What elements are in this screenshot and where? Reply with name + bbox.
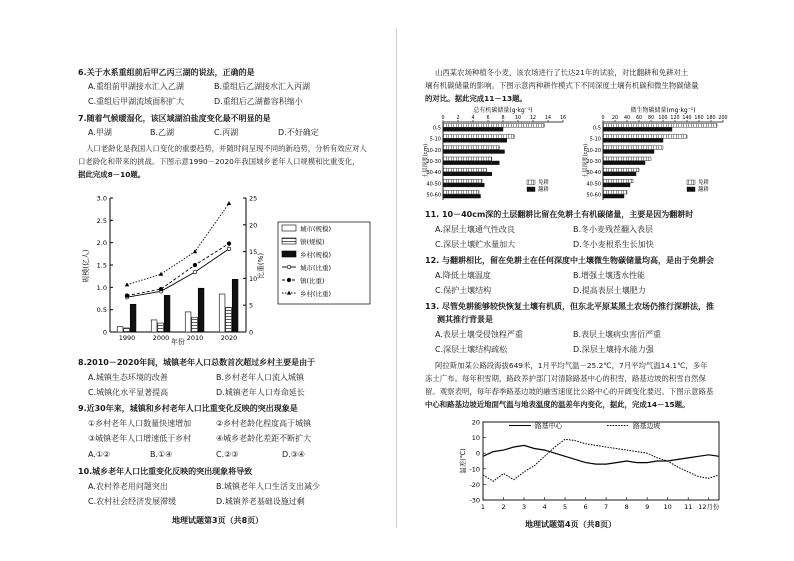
right-intro2-line-1: 阿拉斯加某公路段海拔649米，1月平均气温－25.2℃，7月平均气温14.1℃，多年 xyxy=(435,361,708,370)
bar-免耕 xyxy=(443,124,544,128)
q6-option-a[interactable]: A.重组前甲湖接水汇入乙湖 xyxy=(88,82,184,91)
q13-stem-cont: 测其推行背景是 xyxy=(437,315,493,324)
right-intro2-line-2: 冻土广布。每年积雪期，路政养护部门对清除路基中心的积雪，路基边坡的积雪自然保 xyxy=(425,374,706,383)
q9-stem: 9.近30年来，城镇和乡村老年人口比重变化反映的突出现象是 xyxy=(78,404,298,413)
chart-title: 总有机碳储量(g·kg⁻¹) xyxy=(473,107,533,114)
x-tick-label: 9 xyxy=(645,503,650,511)
q13-option-d[interactable]: D.深层土壤持水能力强 xyxy=(573,345,654,354)
bar-翻耕 xyxy=(443,161,499,165)
bar-免耕 xyxy=(603,157,651,161)
page-footer-left: 地理试题第3页（共8页） xyxy=(172,516,264,525)
point-乡村(比重) xyxy=(159,272,163,276)
y-tick-label: 20-30 xyxy=(586,159,601,165)
bar-乡村(规模) xyxy=(164,295,170,332)
legend-label: 城市(比重) xyxy=(300,264,332,272)
q10-option-b[interactable]: B.城镇老年人口生活支出减少 xyxy=(216,482,321,491)
y-axis-label: 土层深度(cm) xyxy=(423,143,429,179)
x-tick-label: 3 xyxy=(521,503,527,511)
intro-line-1: 人口老龄化是我国人口变化的重要趋势，并随时间呈现不同的新趋势，分析有效应对人 xyxy=(86,144,367,153)
q10-stem: 10.城乡老年人口比重变化反映的突出现象将导致 xyxy=(78,467,253,476)
y-tick-label: 50-60 xyxy=(586,192,601,199)
q7-stem: 7.随着气候暖湿化，该区域湖泊盐度变化最不明显的是 xyxy=(78,114,271,123)
point-镇(比重) xyxy=(125,294,129,298)
legend-label: 城市(规模) xyxy=(300,225,332,233)
legend-swatch xyxy=(282,225,296,231)
bar-镇(规模) xyxy=(158,323,164,332)
y-tick-label: 0 xyxy=(475,449,480,458)
x-tick-label: 1990 xyxy=(118,334,136,342)
x-tick-label: 4 xyxy=(542,503,547,511)
x-tick-label: 160 xyxy=(694,116,704,121)
q10-option-c[interactable]: C.农村社会经济发展滞缓 xyxy=(88,497,177,506)
line-路基中心 xyxy=(483,445,719,464)
q13-option-c[interactable]: C.深层土壤结构疏松 xyxy=(435,345,508,354)
q8-option-c[interactable]: C.城镇化水平显著提高 xyxy=(88,388,169,397)
total-organic-carbon-chart xyxy=(421,106,571,204)
bar-免耕 xyxy=(603,146,663,150)
y2-tick-label: 25 xyxy=(249,194,258,203)
bar-免耕 xyxy=(443,146,499,150)
legend-label: 镇(规模) xyxy=(300,238,325,246)
x-tick-label: 140 xyxy=(682,116,692,121)
q11-option-c[interactable]: C.深层土壤贮水量加大 xyxy=(435,240,516,249)
y-tick-label: 0.5 xyxy=(96,306,107,315)
temperature-difference-chart xyxy=(457,414,727,514)
line-城市(比重) xyxy=(127,249,229,297)
x-tick-label: 80 xyxy=(647,116,655,121)
bar-翻耕 xyxy=(603,128,672,132)
q6-stem: 6.关于水系重组前后甲乙丙三湖的说法，正确的是 xyxy=(78,68,255,77)
x-tick-label: 100 xyxy=(658,116,668,121)
y-tick-label: 1.0 xyxy=(96,283,107,292)
legend-label: 乡村(比重) xyxy=(300,290,332,298)
y-tick-label: 30-40 xyxy=(586,170,601,177)
legend-label: 路基边坡 xyxy=(633,422,661,430)
right-intro-line-2: 壤有机碳储量的影响。下图示意两种耕作模式下不同深度土壤有机碳和微生物碳储量 xyxy=(425,81,699,90)
q8-stem: 8.2010－2020年间，城镇老年人口总数首次超过乡村主要是由于 xyxy=(78,358,316,367)
y-tick-label: 40-50 xyxy=(426,181,441,188)
q11-option-a[interactable]: A.深层土壤通气性改良 xyxy=(435,225,515,234)
bar-翻耕 xyxy=(603,183,630,187)
point-乡村(比重) xyxy=(125,282,129,286)
y-tick-label: 10 xyxy=(471,434,480,443)
x-tick-label: 12月份 xyxy=(698,503,720,511)
y-tick-label: 0-5 xyxy=(432,125,441,132)
x-tick-label: 0 xyxy=(441,116,445,121)
right-intro2-line-4: 中心和路基边坡近地面气温与地表温度的温差年内变化，据此，完成14－15题。 xyxy=(425,400,690,409)
bar-城市(规模) xyxy=(219,294,225,332)
q7-option-c[interactable]: C.丙湖 xyxy=(214,128,239,137)
q10-option-a[interactable]: A.农村养老用问题突出 xyxy=(88,482,168,491)
bar-免耕 xyxy=(603,135,687,139)
q13-option-b[interactable]: B.表层土壤病虫害衍严重 xyxy=(573,330,662,339)
bar-翻耕 xyxy=(603,161,645,165)
y-tick-label: 5-10 xyxy=(589,136,601,143)
legend-marker xyxy=(287,265,291,269)
bar-免耕 xyxy=(443,179,482,183)
q10-option-d[interactable]: D.城镇养老基础设施过剩 xyxy=(216,497,305,506)
q8-option-b[interactable]: B.乡村老年人口流入城镇 xyxy=(216,373,305,382)
bar-城市(规模) xyxy=(151,320,157,332)
legend-swatch xyxy=(687,187,695,192)
bar-乡村(规模) xyxy=(232,279,238,332)
y-axis-label: 温差(℃) xyxy=(459,448,467,474)
legend-label: 镇(比重) xyxy=(300,277,325,285)
q12-option-b[interactable]: B.增强土壤透水性能 xyxy=(573,271,646,280)
x-tick-label: 120 xyxy=(670,116,680,121)
q7-option-b[interactable]: B.乙湖 xyxy=(150,128,175,137)
x-tick-label: 10 xyxy=(663,503,672,511)
x-tick-label: 10 xyxy=(514,116,522,121)
y-tick-label: 1.5 xyxy=(96,261,107,270)
x-tick-label: 200 xyxy=(718,116,728,121)
y2-tick-label: 5 xyxy=(249,301,254,310)
chart-title: 微生物碳储量(mg·kg⁻¹) xyxy=(630,107,696,114)
y-tick-label: 2.0 xyxy=(96,239,107,248)
x-axis-label: 年份 xyxy=(171,338,185,346)
right-intro-line-1: 山西某农场种植冬小麦，该农场进行了长达21年的试验，对比翻耕和免耕对土 xyxy=(435,68,689,77)
q6-option-c[interactable]: C.重组后甲湖流域面积扩大 xyxy=(88,97,185,106)
bar-免耕 xyxy=(603,190,627,194)
legend-swatch xyxy=(687,180,695,185)
point-镇(比重) xyxy=(193,263,197,267)
bar-翻耕 xyxy=(443,150,505,154)
x-tick-label: 2020 xyxy=(220,334,238,342)
q9-option-d[interactable]: D.③④ xyxy=(282,450,306,459)
x-tick-label: 14 xyxy=(544,116,552,121)
y-tick-label: 0 xyxy=(102,328,107,337)
y2-tick-label: 0 xyxy=(249,328,254,337)
intro-line-2: 口老龄化和带来的挑战。下图示意1990－2020年我国城乡老年人口规模和比重变化， xyxy=(78,157,360,166)
bar-镇(规模) xyxy=(192,317,198,332)
bar-免耕 xyxy=(443,190,479,194)
bar-免耕 xyxy=(603,168,639,172)
x-tick-label: 0 xyxy=(601,116,605,121)
y2-tick-label: 20 xyxy=(249,221,258,230)
q9-statement-4: ④城乡老龄化差距不断扩大 xyxy=(216,434,312,443)
legend-marker xyxy=(287,278,291,282)
y-tick-label: 40-50 xyxy=(586,181,601,188)
legend-swatch xyxy=(527,187,535,192)
page-footer-right: 地理试题第4页（共8页） xyxy=(525,520,617,529)
q12-option-c[interactable]: C.保护土壤结构 xyxy=(435,286,492,295)
legend-swatch xyxy=(282,238,296,244)
bar-城市(规模) xyxy=(185,312,191,332)
q9-option-a[interactable]: A.①② xyxy=(88,450,111,459)
y2-tick-label: 15 xyxy=(249,248,258,257)
x-tick-label: 1 xyxy=(480,503,486,511)
x-tick-label: 16 xyxy=(559,116,567,121)
bar-免耕 xyxy=(443,168,487,172)
bar-翻耕 xyxy=(603,172,636,176)
x-tick-label: 8 xyxy=(624,503,629,511)
y-tick-label: 20-30 xyxy=(426,159,441,165)
right-intro-line-3: 的对比。据此完成11－13题。 xyxy=(425,94,527,103)
x-tick-label: 12 xyxy=(529,116,537,121)
x-tick-label: 180 xyxy=(706,116,716,121)
bar-镇(规模) xyxy=(124,328,130,332)
q13-option-a[interactable]: A.表层土壤受侵蚀程严重 xyxy=(435,330,523,339)
x-tick-label: 11 xyxy=(684,503,693,511)
q6-option-b[interactable]: B.重组后乙湖接水汇入丙湖 xyxy=(214,82,311,91)
bar-翻耕 xyxy=(443,139,507,143)
bar-翻耕 xyxy=(603,194,624,198)
x-tick-label: 2 xyxy=(501,503,506,511)
y-tick-label: -10 xyxy=(469,465,480,474)
bar-翻耕 xyxy=(443,183,484,187)
x-tick-label: 8 xyxy=(501,116,505,121)
legend-label: 翻耕 xyxy=(538,187,550,193)
point-乡村(比重) xyxy=(227,201,231,205)
y-tick-label: -30 xyxy=(469,496,480,505)
legend-label: 免耕 xyxy=(698,180,710,186)
legend-label: 免耕 xyxy=(538,180,550,186)
bar-乡村(规模) xyxy=(130,304,136,332)
y-tick-label: -20 xyxy=(469,480,480,489)
q8-option-d[interactable]: D.城镇老年人口寿命延长 xyxy=(216,388,305,397)
bar-翻耕 xyxy=(603,139,663,143)
q7-option-a[interactable]: A.甲湖 xyxy=(88,128,112,137)
x-tick-label: 60 xyxy=(635,116,643,121)
q11-option-d[interactable]: D.冬小麦根系生长加快 xyxy=(573,240,654,249)
q9-statement-3: ③城镇老年人口增速低于乡村 xyxy=(88,434,192,443)
page-4 xyxy=(397,0,794,561)
line-路基边坡 xyxy=(483,439,719,481)
x-tick-label: 2 xyxy=(456,116,460,121)
y-axis-label: 土层深度(cm) xyxy=(583,143,589,179)
bar-翻耕 xyxy=(443,194,481,198)
x-tick-label: 40 xyxy=(623,116,631,121)
q8-option-a[interactable]: A.城镇生态环境的改善 xyxy=(88,373,168,382)
q12-option-a[interactable]: A.降低土壤温度 xyxy=(435,271,491,280)
q12-stem: 12. 与翻耕相比，留在免耕土在任何深度中土壤微生物碳储量均高，是由于免耕会 xyxy=(425,256,714,265)
q6-option-d[interactable]: D.重组后乙湖蓄容积缩小 xyxy=(214,97,303,106)
x-tick-label: 7 xyxy=(604,503,609,511)
y-tick-label: 10-20 xyxy=(586,147,601,154)
bar-免耕 xyxy=(603,179,633,183)
plot-frame xyxy=(483,422,719,500)
y2-tick-label: 10 xyxy=(249,274,258,283)
x-tick-label: 4 xyxy=(471,116,475,121)
line-镇(比重) xyxy=(127,244,229,296)
q9-option-b[interactable]: B.①④ xyxy=(150,450,173,459)
y-tick-label: 20 xyxy=(471,418,480,427)
point-城市(比重) xyxy=(193,270,197,274)
x-tick-label: 20 xyxy=(611,116,619,121)
x-tick-label: 2000 xyxy=(152,334,170,342)
q9-option-c[interactable]: C.②③ xyxy=(216,450,239,459)
bar-镇(规模) xyxy=(226,307,232,332)
y-axis-label: 规模(亿人) xyxy=(82,249,90,283)
intro-line-3: 据此完成8－10题。 xyxy=(78,170,146,179)
elderly-population-chart xyxy=(78,186,378,346)
point-城市(比重) xyxy=(227,247,231,251)
bar-翻耕 xyxy=(443,172,492,176)
q7-option-d[interactable]: D.不好确定 xyxy=(278,128,319,137)
bar-翻耕 xyxy=(443,128,503,132)
x-tick-label: 5 xyxy=(563,503,568,511)
q11-stem: 11. 10－40cm深的土层翻耕比留在免耕土有机碳储量，主要是因为翻耕时 xyxy=(425,210,694,219)
legend-label: 翻耕 xyxy=(698,187,710,193)
q13-stem: 13. 尽管免耕能够较快恢复土壤有机质，但东北平原某黑土农场仍推行深耕法，推 xyxy=(425,302,714,311)
y-tick-label: 50-60 xyxy=(426,192,441,199)
line-乡村(比重) xyxy=(127,203,229,284)
bar-翻耕 xyxy=(603,150,654,154)
legend-swatch xyxy=(282,251,296,257)
bar-免耕 xyxy=(603,124,717,128)
x-tick-label: 6 xyxy=(583,503,588,511)
y-tick-label: 2.5 xyxy=(96,216,107,225)
bar-免耕 xyxy=(443,135,514,139)
y-tick-label: 10-20 xyxy=(426,147,441,154)
legend-label: 乡村(规模) xyxy=(300,251,332,259)
legend-label: 路基中心 xyxy=(535,422,563,430)
microbial-carbon-chart xyxy=(581,106,731,204)
q11-option-b[interactable]: B.冬小麦残茬翻入表层 xyxy=(573,225,654,234)
y-tick-label: 30-40 xyxy=(426,170,441,177)
bar-免耕 xyxy=(443,157,492,161)
y2-axis-label: 比重(%) xyxy=(257,252,265,280)
q9-statement-2: ②乡村老龄化程度高于城镇 xyxy=(216,419,312,428)
y-tick-label: 0-5 xyxy=(592,125,601,132)
bar-城市(规模) xyxy=(117,327,123,332)
right-intro2-line-3: 留。观察表明，每年春季路基边坡的融雪速度比公路中心的开阔变化要迟。下图示意路基 xyxy=(425,387,714,396)
legend-swatch xyxy=(527,180,535,185)
y-tick-label: 3.0 xyxy=(96,194,107,203)
bar-乡村(规模) xyxy=(198,288,204,332)
y-tick-label: 5-10 xyxy=(429,136,441,143)
q12-option-d[interactable]: D.提高表层土壤肥力 xyxy=(573,286,646,295)
q9-statement-1: ①乡村老年人口数量快速增加 xyxy=(88,419,192,428)
x-tick-label: 2010 xyxy=(186,334,204,342)
point-镇(比重) xyxy=(159,287,163,291)
point-镇(比重) xyxy=(227,242,231,246)
x-tick-label: 6 xyxy=(486,116,490,121)
